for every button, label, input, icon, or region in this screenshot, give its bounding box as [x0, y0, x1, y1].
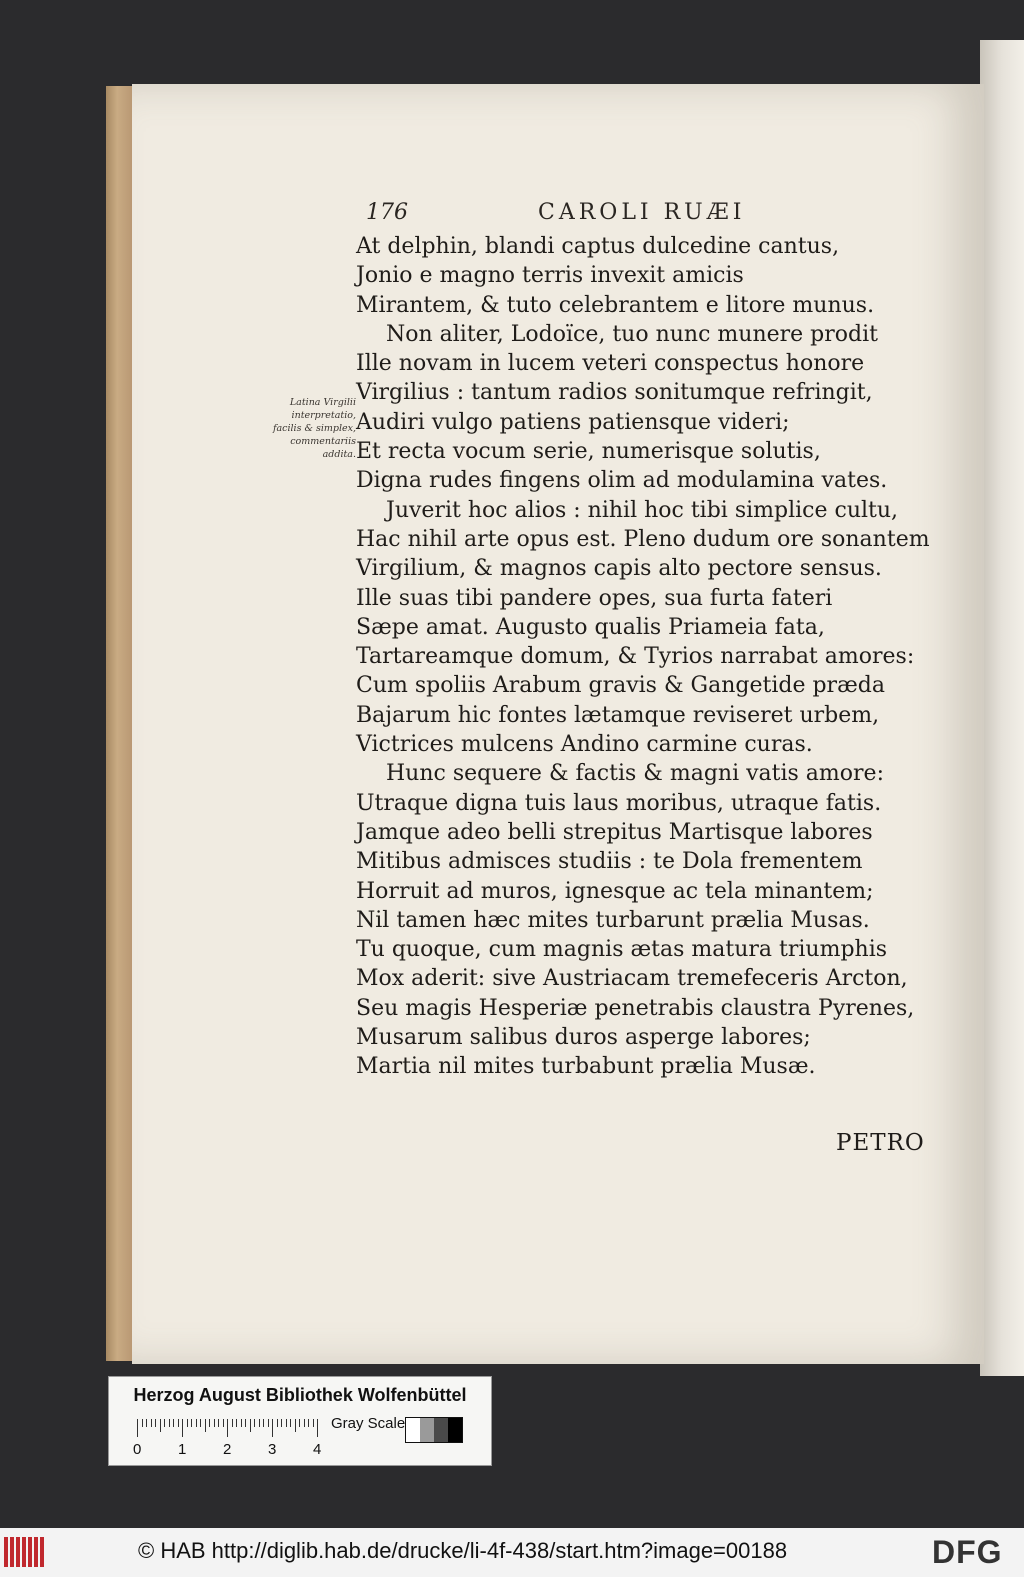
ruler-tick [173, 1419, 174, 1427]
ruler-tick [142, 1419, 143, 1427]
library-logo-icon [4, 1537, 44, 1567]
ruler-tick [308, 1419, 309, 1427]
verse-line: Non aliter, Lodoïce, tuo nunc munere prodit [386, 321, 878, 347]
ruler-tick [290, 1419, 291, 1427]
ruler-tick [218, 1419, 219, 1427]
ruler-tick [151, 1419, 152, 1427]
verse-line: Martia nil mites turbabunt prælia Musæ. [356, 1054, 816, 1080]
ruler-number: 2 [223, 1441, 232, 1458]
ruler-number: 0 [133, 1441, 142, 1458]
ruler-tick [187, 1419, 188, 1427]
ruler-tick [245, 1419, 246, 1427]
verse-line: Cum spoliis Arabum gravis & Gangetide præda [356, 673, 885, 699]
verse-line: Jonio e magno terris invexit amicis [356, 263, 744, 289]
catchword: PETRO [836, 1130, 925, 1156]
ruler-tick [182, 1419, 183, 1437]
verse-line: Ille novam in lucem veteri conspectus honore [356, 351, 865, 377]
verse-line: Horruit ad muros, ignesque ac tela minantem; [356, 878, 874, 904]
ruler-tick [146, 1419, 147, 1427]
ruler-tick [209, 1419, 210, 1427]
verse-line: Mox aderit: sive Austriacam tremefeceris Arcton, [356, 966, 908, 992]
ruler-tick [232, 1419, 233, 1427]
verse-line: Utraque digna tuis laus moribus, utraque fatis. [356, 790, 882, 816]
page-header [366, 198, 826, 230]
ruler-tick [223, 1419, 224, 1427]
ruler-tick [313, 1419, 314, 1427]
ruler-tick [259, 1419, 260, 1427]
ruler-tick [286, 1419, 287, 1427]
verse-line: Sæpe amat. Augusto qualis Priameia fata, [356, 614, 825, 640]
verse-line: Musarum salibus duros asperge labores; [356, 1025, 811, 1051]
ruler-tick [281, 1419, 282, 1427]
ruler-tick [205, 1419, 206, 1432]
ruler-tick [254, 1419, 255, 1427]
ruler-numbers [133, 1441, 343, 1459]
ruler-tick [169, 1419, 170, 1427]
ruler-ticks [137, 1419, 327, 1437]
marginal-note: Latina Virgilii interpretatio, facilis & simplex, commentariis addita. [272, 397, 356, 460]
footer-url[interactable]: © HAB http://diglib.hab.de/drucke/li-4f-438/start.htm?image=00188 [138, 1538, 788, 1563]
verse-line: Mirantem, & tuto celebrantem e litore munus. [356, 292, 875, 318]
ruler-tick [200, 1419, 201, 1427]
verse-line: Virgilium, & magnos capis alto pectore sensus. [356, 556, 882, 582]
verse-line: Seu magis Hesperiæ penetrabis claustra Pyrenes, [356, 995, 915, 1021]
verse-line: Audiri vulgo patiens patiensque videri; [356, 409, 790, 435]
ruler-tick [241, 1419, 242, 1427]
ruler-number: 4 [313, 1441, 322, 1458]
ruler-tick [155, 1419, 156, 1427]
verse-block [356, 232, 956, 1082]
ruler-tick [299, 1419, 300, 1427]
page-block-edge [106, 86, 134, 1361]
ruler-tick [277, 1419, 278, 1427]
facing-page-edge [980, 40, 1024, 1376]
ruler-tick [263, 1419, 264, 1427]
ruler-tick [236, 1419, 237, 1427]
verse-line: Hunc sequere & factis & magni vatis amore: [386, 761, 884, 787]
verse-line: Jamque adeo belli strepitus Martisque labores [356, 819, 873, 845]
verse-line: Bajarum hic fontes lætamque reviseret urbem, [356, 702, 880, 728]
ruler-number: 1 [178, 1441, 187, 1458]
ruler-tick [250, 1419, 251, 1432]
verse-line: Virgilius : tantum radios sonitumque refringit, [356, 380, 873, 406]
gray-swatch [420, 1418, 434, 1442]
gray-swatch [434, 1418, 448, 1442]
verse-line: At delphin, blandi captus dulcedine cantus, [356, 234, 840, 259]
gray-scale-swatches [405, 1417, 463, 1443]
gray-scale-label: Gray Scale [331, 1415, 406, 1432]
verse-line: Victrices mulcens Andino carmine curas. [356, 732, 813, 758]
ruler-tick [196, 1419, 197, 1427]
ruler-tick [272, 1419, 273, 1437]
gray-swatch [448, 1418, 462, 1442]
verse-line: Tu quoque, cum magnis ætas matura triumphis [356, 937, 888, 963]
verse-line: Mitibus admisces studiis : te Dola frementem [356, 849, 863, 875]
ruler-tick [191, 1419, 192, 1427]
ruler-tick [227, 1419, 228, 1437]
verse-line: Et recta vocum serie, numerisque solutis, [356, 439, 821, 465]
ruler-number: 3 [268, 1441, 277, 1458]
gray-swatch [406, 1418, 420, 1442]
verse-line: Ille suas tibi pandere opes, sua furta fateri [356, 585, 833, 611]
page-number: 176 [366, 200, 408, 225]
ruler-tick [214, 1419, 215, 1427]
ruler-tick [178, 1419, 179, 1427]
ruler-tick [317, 1419, 318, 1437]
verse-line: Juverit hoc alios : nihil hoc tibi simplice cultu, [386, 497, 899, 523]
ruler-tick [268, 1419, 269, 1427]
ruler-tick [295, 1419, 296, 1432]
ruler-tick [304, 1419, 305, 1427]
ruler-tick [160, 1419, 161, 1432]
verse-line: Nil tamen hæc mites turbarunt prælia Musas. [356, 907, 870, 933]
ruler-tick [137, 1419, 138, 1437]
ruler-tick [164, 1419, 165, 1427]
scale-card [108, 1376, 492, 1466]
library-name: Herzog August Bibliothek Wolfenbüttel [133, 1385, 467, 1405]
dfg-logo: DFG [932, 1534, 1003, 1570]
verse-line: Tartareamque domum, & Tyrios narrabat amores: [356, 644, 915, 670]
footer-bar [0, 1528, 1024, 1577]
verse-line: Hac nihil arte opus est. Pleno dudum ore sonantem [356, 526, 930, 552]
verse-line: Digna rudes fingens olim ad modulamina vates. [356, 468, 888, 494]
running-head: CAROLI RUÆI [538, 200, 746, 225]
